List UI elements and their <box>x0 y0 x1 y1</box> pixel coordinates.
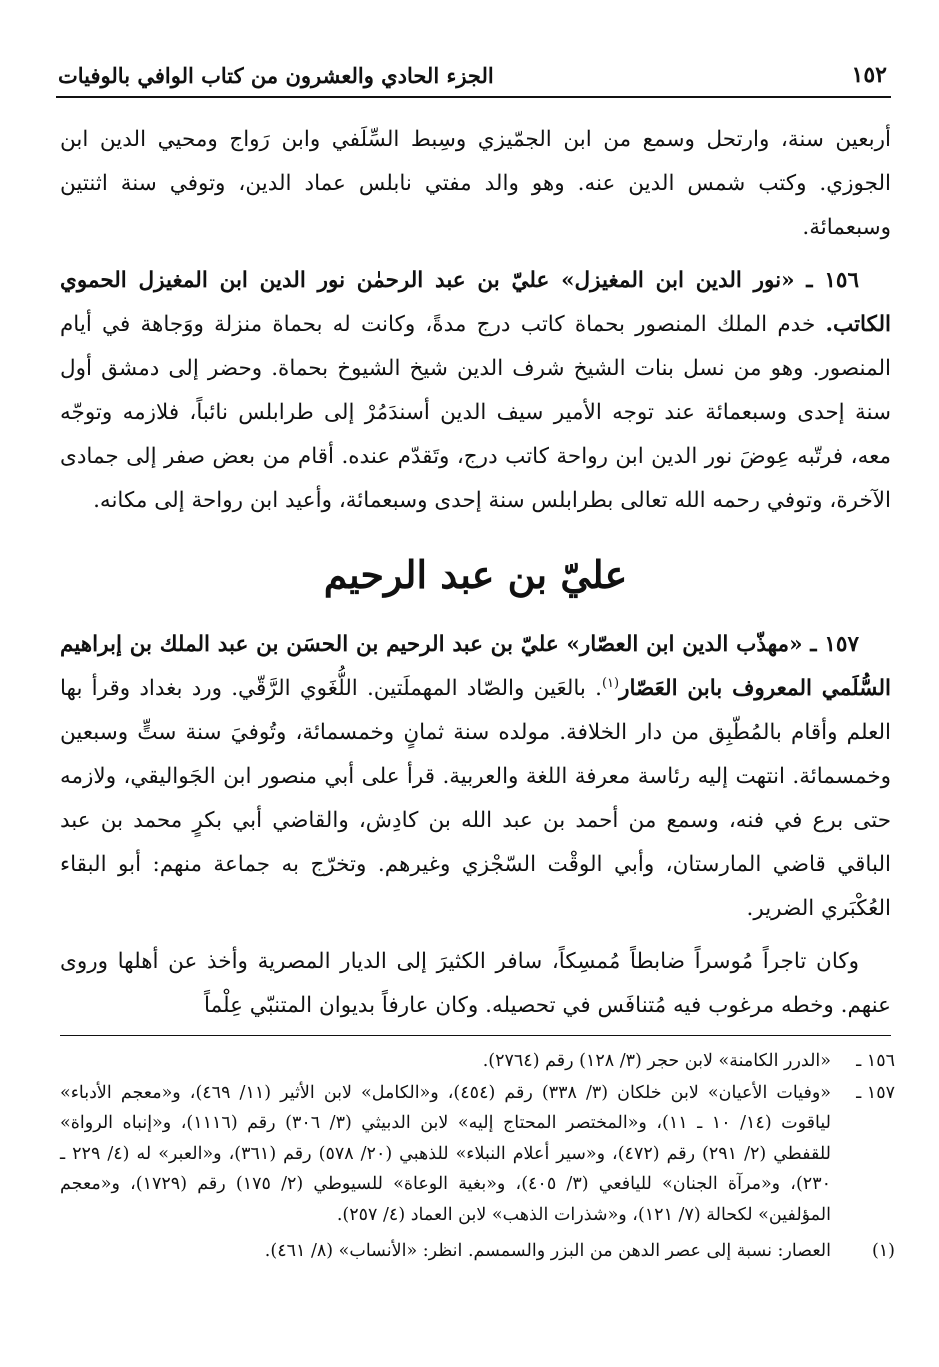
entry-157-text: . بالعَين والصّاد المهملَتين. اللُّغَوي الرَّقّي. ورد بغداد وقرأ بها العلم وأقام بالمُطّبِق من دار الخلافة. مولده سنة ثمانٍ وخمسمائة، وتُوفيَ سنة ستٍّ وسبعين وخمسمائة. انتهت إليه رئاسة معرفة اللغة والعربية. قرأ على أبي منصور ابن الجَواليقي، ولازمه حتى برع في فنه، وسمع من أحمد بن عبد الله بن كادِش، والقاضي أبي بكرٍ محمد بن عبد الباقي قاضي المارستان، وأبي الوقْت السّجْزي وغيرهم. وتخرّج به جماعة منهم: أبو البقاء العُكْبَري الضرير. <box>60 676 891 921</box>
footnote-text: العصار: نسبة إلى عصر الدهن من البزر والسمسم. انظر: «الأنساب» (٨/ ٤٦١). <box>264 1241 831 1261</box>
running-title: الجزء الحادي والعشرون من كتاب الوافي بالوفيات <box>58 62 494 88</box>
main-text <box>60 118 891 1037</box>
entry-157-heading: ١٥٧ ـ «مهذّب الدين ابن العصّار» عليّ بن عبد الرحيم بن الحسَن بن عبد الملك بن إبراهيم السُّلَمي المعروف بابن العَصّار <box>60 632 891 701</box>
header-rule <box>56 96 891 98</box>
page-number: ١٥٢ <box>851 62 887 88</box>
paragraph-last: وكان تاجراً مُوسراً ضابطاً مُمسِكاً، سافر الكثيرَ إلى الديار المصرية وأخذ عن أهلها وروى عنهم. وخطه مرغوب فيه مُتنافَس في تحصيله. وكان عارفاً بديوان المتنبّي عِلْماً <box>60 949 891 1018</box>
footnote-number: (١) <box>871 1241 895 1261</box>
footnotes <box>60 1046 895 1268</box>
entry-157 <box>60 623 891 931</box>
entry-156 <box>60 259 891 523</box>
entry-156-heading: ١٥٦ ـ «نور الدين ابن المغيزل» عليّ بن عبد الرحمٰن نور الدين ابن المغيزل الحموي الكاتب. <box>60 268 891 337</box>
footnote-156 <box>60 1046 895 1077</box>
running-header <box>58 58 887 92</box>
footnote-text: «الدرر الكامنة» لابن حجر (٣/ ١٢٨) رقم (٢٧٦٤). <box>482 1051 831 1071</box>
footnote-number: ١٥٦ ـ <box>856 1051 895 1071</box>
entry-156-text: خدم الملك المنصور بحماة كاتب درج مدةً، وكانت له بحماة منزلة ووَجاهة في أيام المنصور. وهو من نسل بنات الشيخ شرف الدين شيخ الشيوخ بحماة. وحضر إلى دمشق أول سنة إحدى وسبعمائة عند توجه الأمير سيف الدين أسندَمُرْ إلى طرابلس نائباً، فلازمه وتوجّه معه، فرتّبه عِوضَ نور الدين ابن رواحة كاتب درج، وتَقدّم عنده. أقام من بعض صفر إلى جمادى الآخرة، وتوفي رحمه الله تعالى بطرابلس سنة إحدى وسبعمائة، وأعيد ابن رواحة إلى مكانه. <box>60 312 891 513</box>
section-heading: عليّ بن عبد الرحيم <box>323 552 628 597</box>
footnote-text: «وفيات الأعيان» لابن خلكان (٣/ ٣٣٨) رقم (٤٥٤)، و«الكامل» لابن الأثير (١١/ ٤٦٩)، و«معجم الأدباء» لياقوت (١٤/ ١٠ ـ ١١)، و«المختصر المحتاج إليه» لابن الدبيثي (٣/ ٣٠٦) رقم (١١١٦)، و«إنباه الرواة» للقفطي (٢/ ٢٩١) رقم (٤٧٢)، و«سير أعلام النبلاء» للذهبي (٢٠/ ٥٧٨) رقم (٣٦١)، و«العبر» له (٤/ ٢٢٩ ـ ٢٣٠)، و«مرآة الجنان» لليافعي (٣/ ٤٠٥)، و«بغية الوعاة» للسيوطي (٢/ ١٧٥) رقم (١٧٢٩)، و«معجم المؤلفين» لكحالة (٧/ ١٢١)، و«شذرات الذهب» لابن العماد (٤/ ٢٥٧). <box>60 1082 831 1225</box>
footnote-rule <box>60 1035 891 1036</box>
footnote-1 <box>60 1236 895 1267</box>
footnote-reference: (١) <box>601 675 620 691</box>
paragraph-continued: أربعين سنة، وارتحل وسمع من ابن الجمّيزي وسِبط السِّلَفي وابن رَواج ومحيي الدين ابن الجوزي. وكتب شمس الدين عنه. وهو والد مفتي نابلس عماد الدين، وتوفي سنة اثنتين وسبعمائة. <box>60 127 891 240</box>
footnote-number: ١٥٧ ـ <box>856 1082 895 1103</box>
footnote-157 <box>60 1078 895 1231</box>
